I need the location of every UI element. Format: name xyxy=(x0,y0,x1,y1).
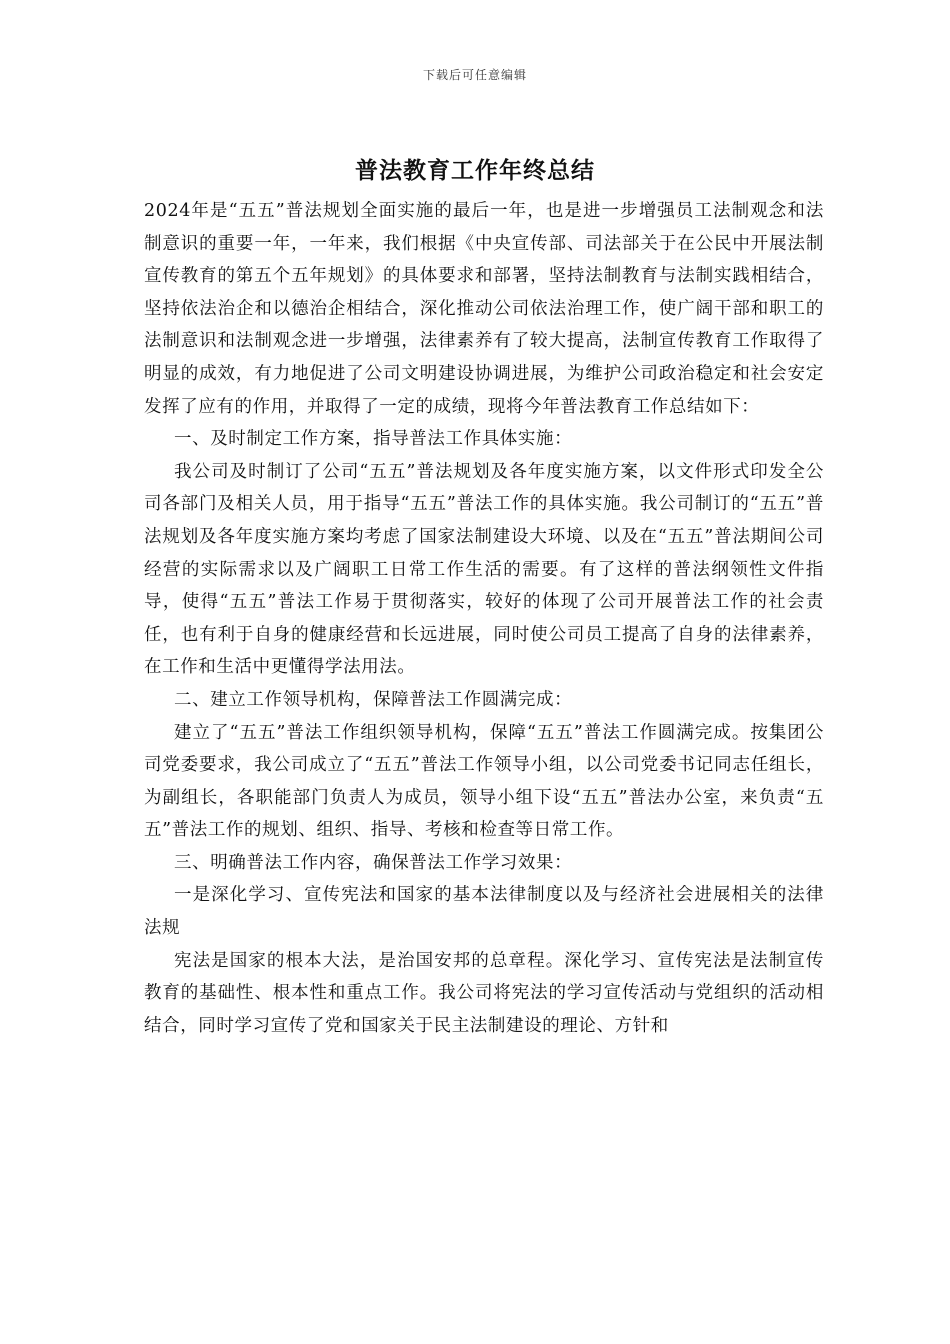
section-2-paragraph: 建立了“五五”普法工作组织领导机构，保障“五五”普法工作圆满完成。按集团公司党委要求，我公司成立了“五五”普法工作领导小组，以公司党委书记同志任组长，为副组长，各职能部门负责人为成员，领导小组下设“五五”普法办公室，来负责“五五”普法工作的规划、组织、指导、考核和检查等日常工作。 xyxy=(144,722,824,841)
section-heading-1: 一、及时制定工作方案，指导普法工作具体实施： xyxy=(174,429,573,450)
section-heading-2: 二、建立工作领导机构，保障普法工作圆满完成： xyxy=(174,689,573,710)
page-header-note: 下载后可任意编辑 xyxy=(422,68,527,82)
section-heading-3: 三、明确普法工作内容，确保普法工作学习效果： xyxy=(174,852,573,873)
section-3-paragraph: 宪法是国家的根本大法，是治国安邦的总章程。深化学习、宣传宪法是法制宣传教育的基础性、根本性和重点工作。我公司将宪法的学习宣传活动与党组织的活动相结合，同时学习宣传了党和国家关于民主法制建设的理论、方针和 xyxy=(144,950,824,1036)
intro-paragraph: 2024年是“五五”普法规划全面实施的最后一年，也是进一步增强员工法制观念和法制意识的重要一年，一年来，我们根据《中央宣传部、司法部关于在公民中开展法制宣传教育的第五个五年规划》的具体要求和部署，坚持法制教育与法制实践相结合，坚持依法治企和以德治企相结合，深化推动公司依法治理工作，使广阔干部和职工的法制意识和法制观念进一步增强，法律素养有了较大提高，法制宣传教育工作取得了明显的成效，有力地促进了公司文明建设协调进展，为维护公司政治稳定和社会安定发挥了应有的作用，并取得了一定的成绩，现将今年普法教育工作总结如下： xyxy=(144,201,824,417)
document-title: 普法教育工作年终总结 xyxy=(355,157,595,184)
section-3-subheading: 一是深化学习、宣传宪法和国家的基本法律制度以及与经济社会进展相关的法律法规 xyxy=(144,885,824,939)
section-1-paragraph: 我公司及时制订了公司“五五”普法规划及各年度实施方案，以文件形式印发全公司各部门及相关人员，用于指导“五五”普法工作的具体实施。我公司制订的“五五”普法规划及各年度实施方案均考虑了国家法制建设大环境、以及在“五五”普法期间公司经营的实际需求以及广阔职工日常工作生活的需要。有了这样的普法纲领性文件指导，使得“五五”普法工作易于贯彻落实，较好的体现了公司开展普法工作的社会责任，也有利于自身的健康经营和长远进展，同时使公司员工提高了自身的法律素养，在工作和生活中更懂得学法用法。 xyxy=(144,461,824,678)
document-body xyxy=(144,195,824,1042)
